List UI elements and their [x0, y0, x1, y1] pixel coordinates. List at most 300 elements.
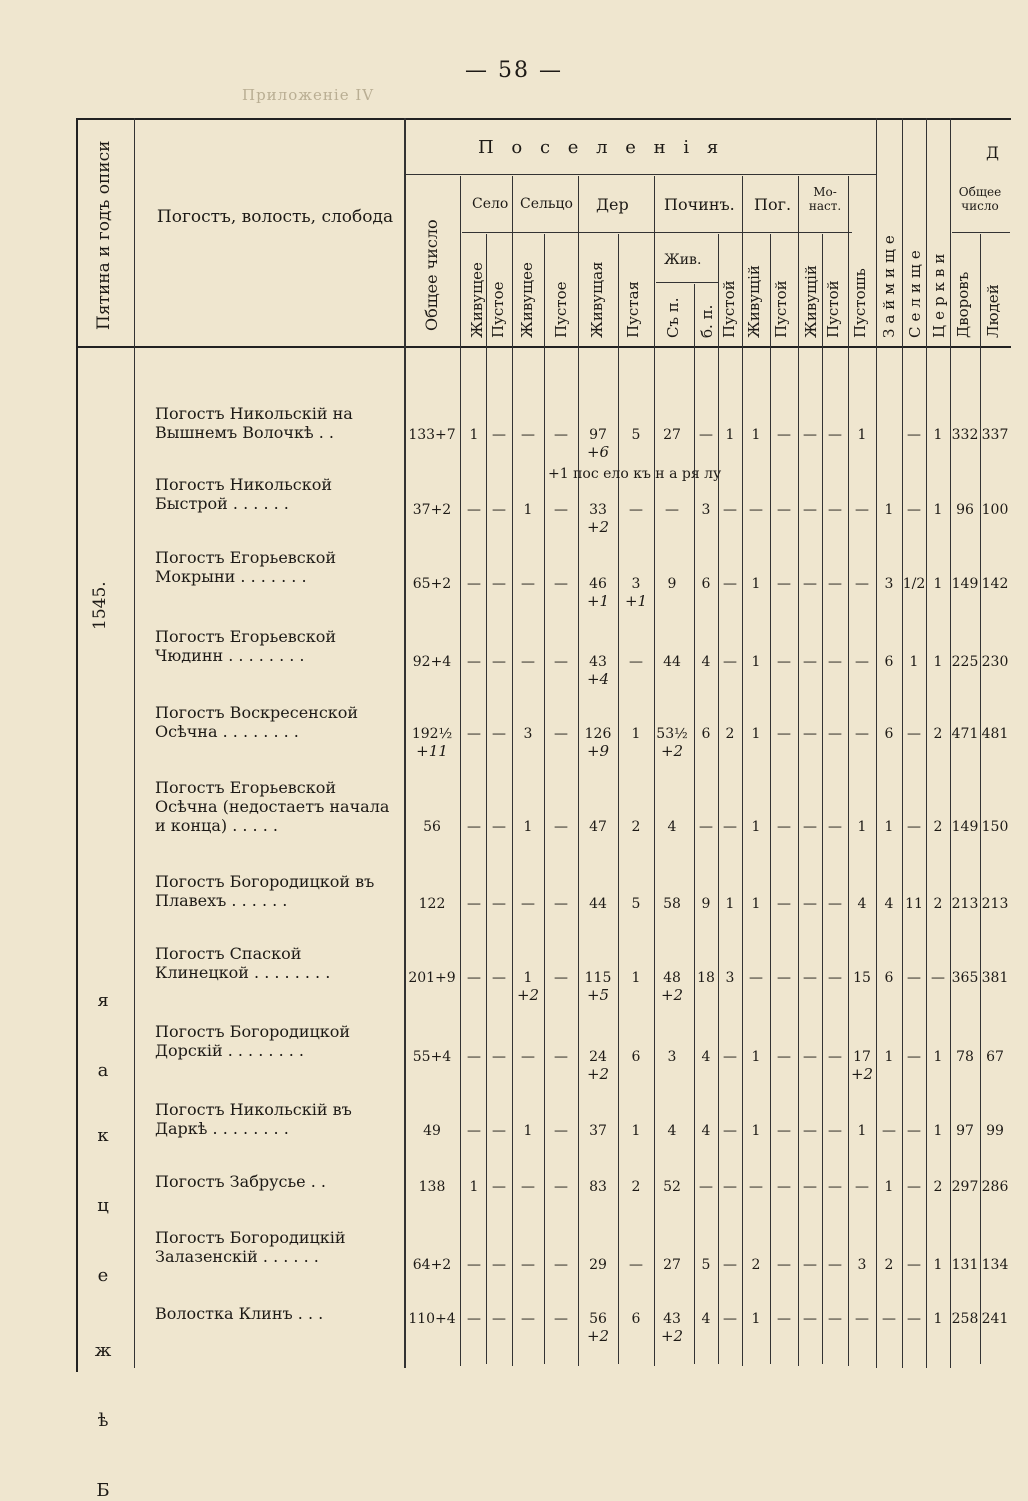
table-cell: 37+2	[412, 502, 452, 518]
table-cell: —	[907, 1257, 921, 1273]
table-cell: —	[554, 427, 568, 443]
table-cell: —	[907, 427, 921, 443]
table-cell: 2	[933, 896, 943, 912]
table-cell: 11	[905, 896, 923, 912]
table-cell: —	[803, 1123, 817, 1139]
row-name: Погостъ Никольской Быстрой . . . . . .	[155, 475, 333, 514]
table-cell: 44	[589, 896, 607, 912]
table-cell-extra: +2	[516, 986, 540, 1004]
group-letter: ц	[97, 1195, 109, 1216]
table-cell: 6	[884, 726, 894, 742]
table-cell: 44	[663, 654, 681, 670]
table-cell: 96	[956, 502, 974, 518]
table-cell: 201+9	[408, 970, 456, 986]
table-cell: 142	[981, 576, 1009, 592]
table-cell: —	[855, 1179, 869, 1195]
sub-der-zhiv: Живущая	[588, 261, 606, 338]
table-cell: —	[828, 726, 842, 742]
table-cell: —	[665, 502, 679, 518]
table-cell: —	[467, 502, 481, 518]
table-cell-extra: +11	[416, 742, 448, 760]
table-cell: 213	[981, 896, 1009, 912]
table-cell: —	[803, 427, 817, 443]
table-cell: 1	[469, 427, 479, 443]
table-cell: 1	[933, 502, 943, 518]
sub-s-p: Съ п.	[664, 297, 682, 338]
table-cell: 3	[884, 576, 894, 592]
table-cell: —	[828, 1257, 842, 1273]
table-cell: —	[828, 896, 842, 912]
header-total: Общее число	[422, 219, 441, 331]
table-cell: —	[803, 1257, 817, 1273]
table-cell: —	[554, 726, 568, 742]
table-cell: —	[828, 1049, 842, 1065]
table-cell: 6	[631, 1311, 641, 1327]
table-cell: —	[521, 427, 535, 443]
table-cell: 58	[663, 896, 681, 912]
faded-stamp: Приложеніе IV	[242, 86, 375, 104]
table-cell: —	[777, 1311, 791, 1327]
grid-line	[486, 234, 487, 1364]
row-name: Погостъ Богородицкой въ Плавехъ . . . . . .	[155, 872, 375, 911]
table-cell: —	[828, 970, 842, 986]
table-cell: 2	[933, 1179, 943, 1195]
table-cell: 2	[631, 819, 641, 835]
table-cell: —	[777, 576, 791, 592]
row-name: Погостъ Спаской Клинецкой . . . . . . . .	[155, 944, 331, 983]
table-cell: 1	[725, 427, 735, 443]
page-number: — 58 —	[465, 58, 563, 83]
table-cell: —	[828, 427, 842, 443]
table-cell: 1	[751, 576, 761, 592]
table-cell: 1	[631, 726, 641, 742]
table-cell: —	[554, 1311, 568, 1327]
table-cell: —	[467, 1049, 481, 1065]
table-cell: —	[492, 819, 506, 835]
grid-line	[770, 234, 771, 1364]
sub-pochin-pust: Пустой	[720, 280, 738, 338]
table-cell: —	[777, 726, 791, 742]
grid-line	[980, 234, 981, 1364]
table-cell: —	[828, 502, 842, 518]
table-cell: 1	[933, 576, 943, 592]
table-cell: 1	[725, 896, 735, 912]
table-cell: 1	[933, 1049, 943, 1065]
table-cell: 1	[751, 654, 761, 670]
table-cell: 1	[933, 1123, 943, 1139]
table-cell: 78	[956, 1049, 974, 1065]
table-cell: —	[467, 726, 481, 742]
table-cell: 1	[857, 1123, 867, 1139]
table-cell: —	[492, 654, 506, 670]
table-cell: —	[554, 970, 568, 986]
table-cell: 3	[667, 1049, 677, 1065]
table-cell: —	[855, 654, 869, 670]
table-cell: —	[907, 970, 921, 986]
table-cell: 3	[725, 970, 735, 986]
table-cell: 2	[751, 1257, 761, 1273]
grid-line	[618, 234, 619, 1364]
table-cell: 65+2	[412, 576, 452, 592]
table-cell: —	[492, 726, 506, 742]
table-cell: 6	[701, 726, 711, 742]
table-cell: 241	[981, 1311, 1009, 1327]
table-cell: —	[723, 1049, 737, 1065]
table-cell: 33	[589, 502, 607, 518]
table-cell: —	[492, 427, 506, 443]
sub-selco-zhiv: Живущее	[518, 262, 536, 338]
table-cell: 1	[751, 1123, 761, 1139]
table-cell: —	[629, 1257, 643, 1273]
table-cell: —	[828, 654, 842, 670]
table-cell: 3	[523, 726, 533, 742]
table-cell-extra: +1	[586, 592, 610, 610]
table-cell: 337	[981, 427, 1009, 443]
row-name: Погостъ Никольскій на Вышнемъ Волочкѣ . .	[155, 404, 353, 443]
table-cell: —	[777, 819, 791, 835]
table-cell: 43	[663, 1311, 681, 1327]
sub-mon-zhiv: Живущій	[802, 265, 820, 338]
table-cell: —	[467, 1123, 481, 1139]
table-cell: 6	[884, 970, 894, 986]
table-cell: 115	[584, 970, 612, 986]
table-cell: —	[855, 726, 869, 742]
table-cell: —	[699, 819, 713, 835]
table-cell: —	[467, 1257, 481, 1273]
table-cell: —	[554, 1049, 568, 1065]
sub-zaimishche: Займище	[880, 230, 898, 338]
group-letter: е	[97, 1265, 109, 1286]
table-cell: 481	[981, 726, 1009, 742]
table-cell: —	[521, 654, 535, 670]
sub-cerkvi: Церкви	[930, 248, 948, 338]
table-cell: 138	[418, 1179, 446, 1195]
table-cell: —	[492, 896, 506, 912]
table-cell-extra: +2	[660, 742, 684, 760]
table-cell: —	[629, 654, 643, 670]
table-cell: —	[907, 726, 921, 742]
row-name: Погостъ Никольскій въ Даркѣ . . . . . . . .	[155, 1100, 352, 1139]
table-cell: 4	[857, 896, 867, 912]
header-selo: Село	[472, 196, 509, 212]
table-cell: —	[723, 1311, 737, 1327]
table-cell: 4	[701, 654, 711, 670]
table-cell: 5	[631, 896, 641, 912]
table-cell: —	[907, 1179, 921, 1195]
table-cell: 110+4	[408, 1311, 456, 1327]
table-cell: 4	[701, 1123, 711, 1139]
table-cell: 6	[701, 576, 711, 592]
row-name: Погостъ Егорьевской Осѣчна (недостаетъ начала и конца) . . . . .	[155, 778, 390, 836]
table-cell: —	[521, 1179, 535, 1195]
sub-pustosh: Пустошь	[851, 268, 869, 338]
table-cell: —	[907, 1049, 921, 1065]
table-cell: 1	[523, 1123, 533, 1139]
table-cell: 149	[951, 819, 979, 835]
table-cell: 29	[589, 1257, 607, 1273]
table-cell: —	[777, 1257, 791, 1273]
table-cell: 122	[418, 896, 446, 912]
table-cell: 297	[951, 1179, 979, 1195]
sub-dvorov: Дворовъ	[954, 271, 972, 338]
table-cell: —	[828, 1311, 842, 1327]
table-cell: 4	[701, 1049, 711, 1065]
table-cell: 99	[986, 1123, 1004, 1139]
grid-line	[822, 234, 823, 1364]
table-cell: 213	[951, 896, 979, 912]
table-cell-extra: +2	[586, 1327, 610, 1345]
table-cell-extra: +2	[660, 1327, 684, 1345]
table-cell: 55+4	[412, 1049, 452, 1065]
table-cell: —	[803, 1179, 817, 1195]
table-cell: 1	[933, 1257, 943, 1273]
table-cell: 9	[701, 896, 711, 912]
table-cell: —	[492, 1311, 506, 1327]
table-cell: —	[467, 970, 481, 986]
table-cell: 6	[884, 654, 894, 670]
table-cell: 49	[423, 1123, 441, 1139]
table-cell: —	[723, 1179, 737, 1195]
table-cell: —	[723, 1123, 737, 1139]
table-cell: 1	[523, 970, 533, 986]
table-cell-extra: +5	[586, 986, 610, 1004]
table-cell: 52	[663, 1179, 681, 1195]
table-cell: —	[777, 427, 791, 443]
table-cell: —	[803, 726, 817, 742]
table-cell: —	[855, 576, 869, 592]
table-cell-extra: +2	[660, 986, 684, 1004]
grid-line	[656, 282, 718, 283]
table-cell: 150	[981, 819, 1009, 835]
row-name: Погостъ Забрусье . .	[155, 1172, 326, 1191]
table-cell: —	[777, 970, 791, 986]
grid-line	[406, 174, 876, 175]
sub-der-pust: Пустая	[624, 280, 642, 338]
table-cell: 1	[884, 819, 894, 835]
table-cell: —	[777, 654, 791, 670]
table-cell: 133+7	[408, 427, 456, 443]
row-name: Погостъ Богородицкій Залазенскій . . . . . .	[155, 1228, 346, 1267]
table-cell: —	[777, 1179, 791, 1195]
table-cell: 192½	[411, 726, 453, 742]
table-cell: 83	[589, 1179, 607, 1195]
sub-b-p: б. п.	[698, 304, 716, 338]
table-cell: 18	[697, 970, 715, 986]
table-cell-extra: +1	[624, 592, 648, 610]
table-cell: —	[931, 970, 945, 986]
table-cell: 4	[701, 1311, 711, 1327]
table-cell: 2	[725, 726, 735, 742]
table-cell: —	[521, 576, 535, 592]
table-cell: 225	[951, 654, 979, 670]
table-cell: —	[521, 1311, 535, 1327]
row-name: Погостъ Егорьевской Чюдинн . . . . . . . .	[155, 627, 337, 666]
table-cell: 97	[956, 1123, 974, 1139]
grid-line	[952, 232, 1010, 233]
table-cell: —	[492, 1123, 506, 1139]
table-cell: —	[723, 502, 737, 518]
table-cell: —	[907, 1311, 921, 1327]
sub-selo-zhiv: Живущее	[468, 262, 486, 338]
table-cell: —	[907, 819, 921, 835]
table-cell: 4	[884, 896, 894, 912]
table-cell-extra: +6	[586, 443, 610, 461]
row-name: Погостъ Воскресенской Осѣчна . . . . . . . .	[155, 703, 359, 742]
table-cell: —	[749, 502, 763, 518]
table-cell: —	[803, 502, 817, 518]
table-cell: —	[554, 576, 568, 592]
header-obshchee: Общее число	[958, 185, 1002, 213]
table-cell: —	[777, 1123, 791, 1139]
table-cell: —	[828, 819, 842, 835]
table-cell: —	[554, 1179, 568, 1195]
table-cell: —	[467, 576, 481, 592]
sub-lyudey: Людей	[984, 284, 1002, 338]
table-cell-extra: +9	[586, 742, 610, 760]
table-cell: 92+4	[412, 654, 452, 670]
group-letter: ѣ	[97, 1410, 109, 1431]
sub-mon-pust: Пустой	[824, 280, 842, 338]
table-cell-extra: +2	[586, 518, 610, 536]
table-cell: —	[803, 970, 817, 986]
sub-selishche: Селище	[906, 245, 924, 338]
grid-line	[718, 234, 719, 1364]
table-cell: 1	[631, 970, 641, 986]
table-cell: 1	[884, 502, 894, 518]
table-cell: —	[521, 1049, 535, 1065]
table-cell: 97	[589, 427, 607, 443]
table-cell: —	[554, 819, 568, 835]
table-cell: 64+2	[412, 1257, 452, 1273]
table-cell: —	[492, 1179, 506, 1195]
table-cell: 149	[951, 576, 979, 592]
table-cell: —	[467, 1311, 481, 1327]
table-cell: 1	[751, 726, 761, 742]
table-cell: 1	[884, 1049, 894, 1065]
table-cell-extra: +2	[850, 1065, 874, 1083]
table-cell: 126	[584, 726, 612, 742]
table-cell: —	[521, 896, 535, 912]
table-cell: 100	[981, 502, 1009, 518]
table-cell: —	[907, 502, 921, 518]
group-letter: к	[97, 1125, 109, 1146]
table-cell: 46	[589, 576, 607, 592]
table-cell: 1	[857, 427, 867, 443]
table-cell: —	[554, 502, 568, 518]
table-cell: 1	[751, 819, 761, 835]
table-cell: 15	[853, 970, 871, 986]
table-cell: 27	[663, 1257, 681, 1273]
table-cell: 2	[631, 1179, 641, 1195]
table-cell: —	[467, 654, 481, 670]
table-cell: —	[803, 819, 817, 835]
grid-line	[544, 234, 545, 1364]
table-cell: —	[749, 1179, 763, 1195]
grid-line	[462, 232, 852, 233]
row-name: Волостка Клинъ . . .	[155, 1304, 324, 1323]
table-cell: 27	[663, 427, 681, 443]
row-name: Погостъ Богородицкой Дорскій . . . . . . . .	[155, 1022, 351, 1061]
table-cell: —	[777, 896, 791, 912]
group-year: 1545.	[90, 581, 110, 630]
table-cell: 381	[981, 970, 1009, 986]
table-cell: —	[828, 576, 842, 592]
table-cell: —	[467, 896, 481, 912]
table-cell: 2	[933, 726, 943, 742]
table-cell: 230	[981, 654, 1009, 670]
table-cell: —	[492, 502, 506, 518]
table-cell: —	[554, 1123, 568, 1139]
table-cell: 286	[981, 1179, 1009, 1195]
group-letter: Б	[96, 1480, 110, 1501]
table-cell: —	[723, 654, 737, 670]
table-cell: 1	[933, 654, 943, 670]
table-cell: —	[629, 502, 643, 518]
table-cell: 5	[631, 427, 641, 443]
sub-selco-pust: Пустое	[552, 281, 570, 338]
table-cell: 56	[589, 1311, 607, 1327]
sub-pog-pust: Пустой	[772, 280, 790, 338]
table-cell: —	[803, 576, 817, 592]
table-cell: —	[882, 1123, 896, 1139]
table-cell: —	[467, 819, 481, 835]
table-cell: 332	[951, 427, 979, 443]
table-cell: 1	[469, 1179, 479, 1195]
table-cell: 1/2	[902, 576, 926, 592]
table-cell: 17	[853, 1049, 871, 1065]
table-cell: 2	[884, 1257, 894, 1273]
sub-pog-zhiv: Живущій	[745, 265, 763, 338]
table-cell: 1	[751, 1311, 761, 1327]
table-cell: —	[803, 654, 817, 670]
table-cell: —	[492, 1257, 506, 1273]
table-cell: 5	[701, 1257, 711, 1273]
header-pochin: Починъ.	[664, 195, 735, 214]
table-cell: 131	[951, 1257, 979, 1273]
table-cell: —	[723, 1257, 737, 1273]
header-name: Погостъ, волость, слобода	[156, 207, 394, 227]
header-der: Дер	[596, 195, 629, 214]
table-cell: 365	[951, 970, 979, 986]
table-cell: —	[777, 502, 791, 518]
table-cell: —	[828, 1179, 842, 1195]
table-cell: 471	[951, 726, 979, 742]
table-cell: —	[855, 502, 869, 518]
group-letter: ж	[94, 1340, 112, 1361]
table-cell: —	[882, 1311, 896, 1327]
group-letter: я	[97, 990, 109, 1011]
table-cell: 1	[631, 1123, 641, 1139]
table-cell: 3	[631, 576, 641, 592]
table-cell: —	[554, 896, 568, 912]
table-cell: —	[492, 970, 506, 986]
table-cell-extra: +4	[586, 670, 610, 688]
table-cell: —	[803, 896, 817, 912]
table-cell: 1	[933, 1311, 943, 1327]
table-cell: 47	[589, 819, 607, 835]
table-cell: —	[803, 1311, 817, 1327]
row-name: Погостъ Егорьевской Мокрыни . . . . . . .	[155, 548, 337, 587]
table-cell: 67	[986, 1049, 1004, 1065]
table-cell: —	[855, 1311, 869, 1327]
table-cell: —	[828, 1123, 842, 1139]
table-cell: 1	[523, 502, 533, 518]
grid-line	[134, 118, 135, 1368]
table-cell: 9	[667, 576, 677, 592]
table-cell: —	[492, 1049, 506, 1065]
table-cell: 43	[589, 654, 607, 670]
table-cell: —	[554, 654, 568, 670]
